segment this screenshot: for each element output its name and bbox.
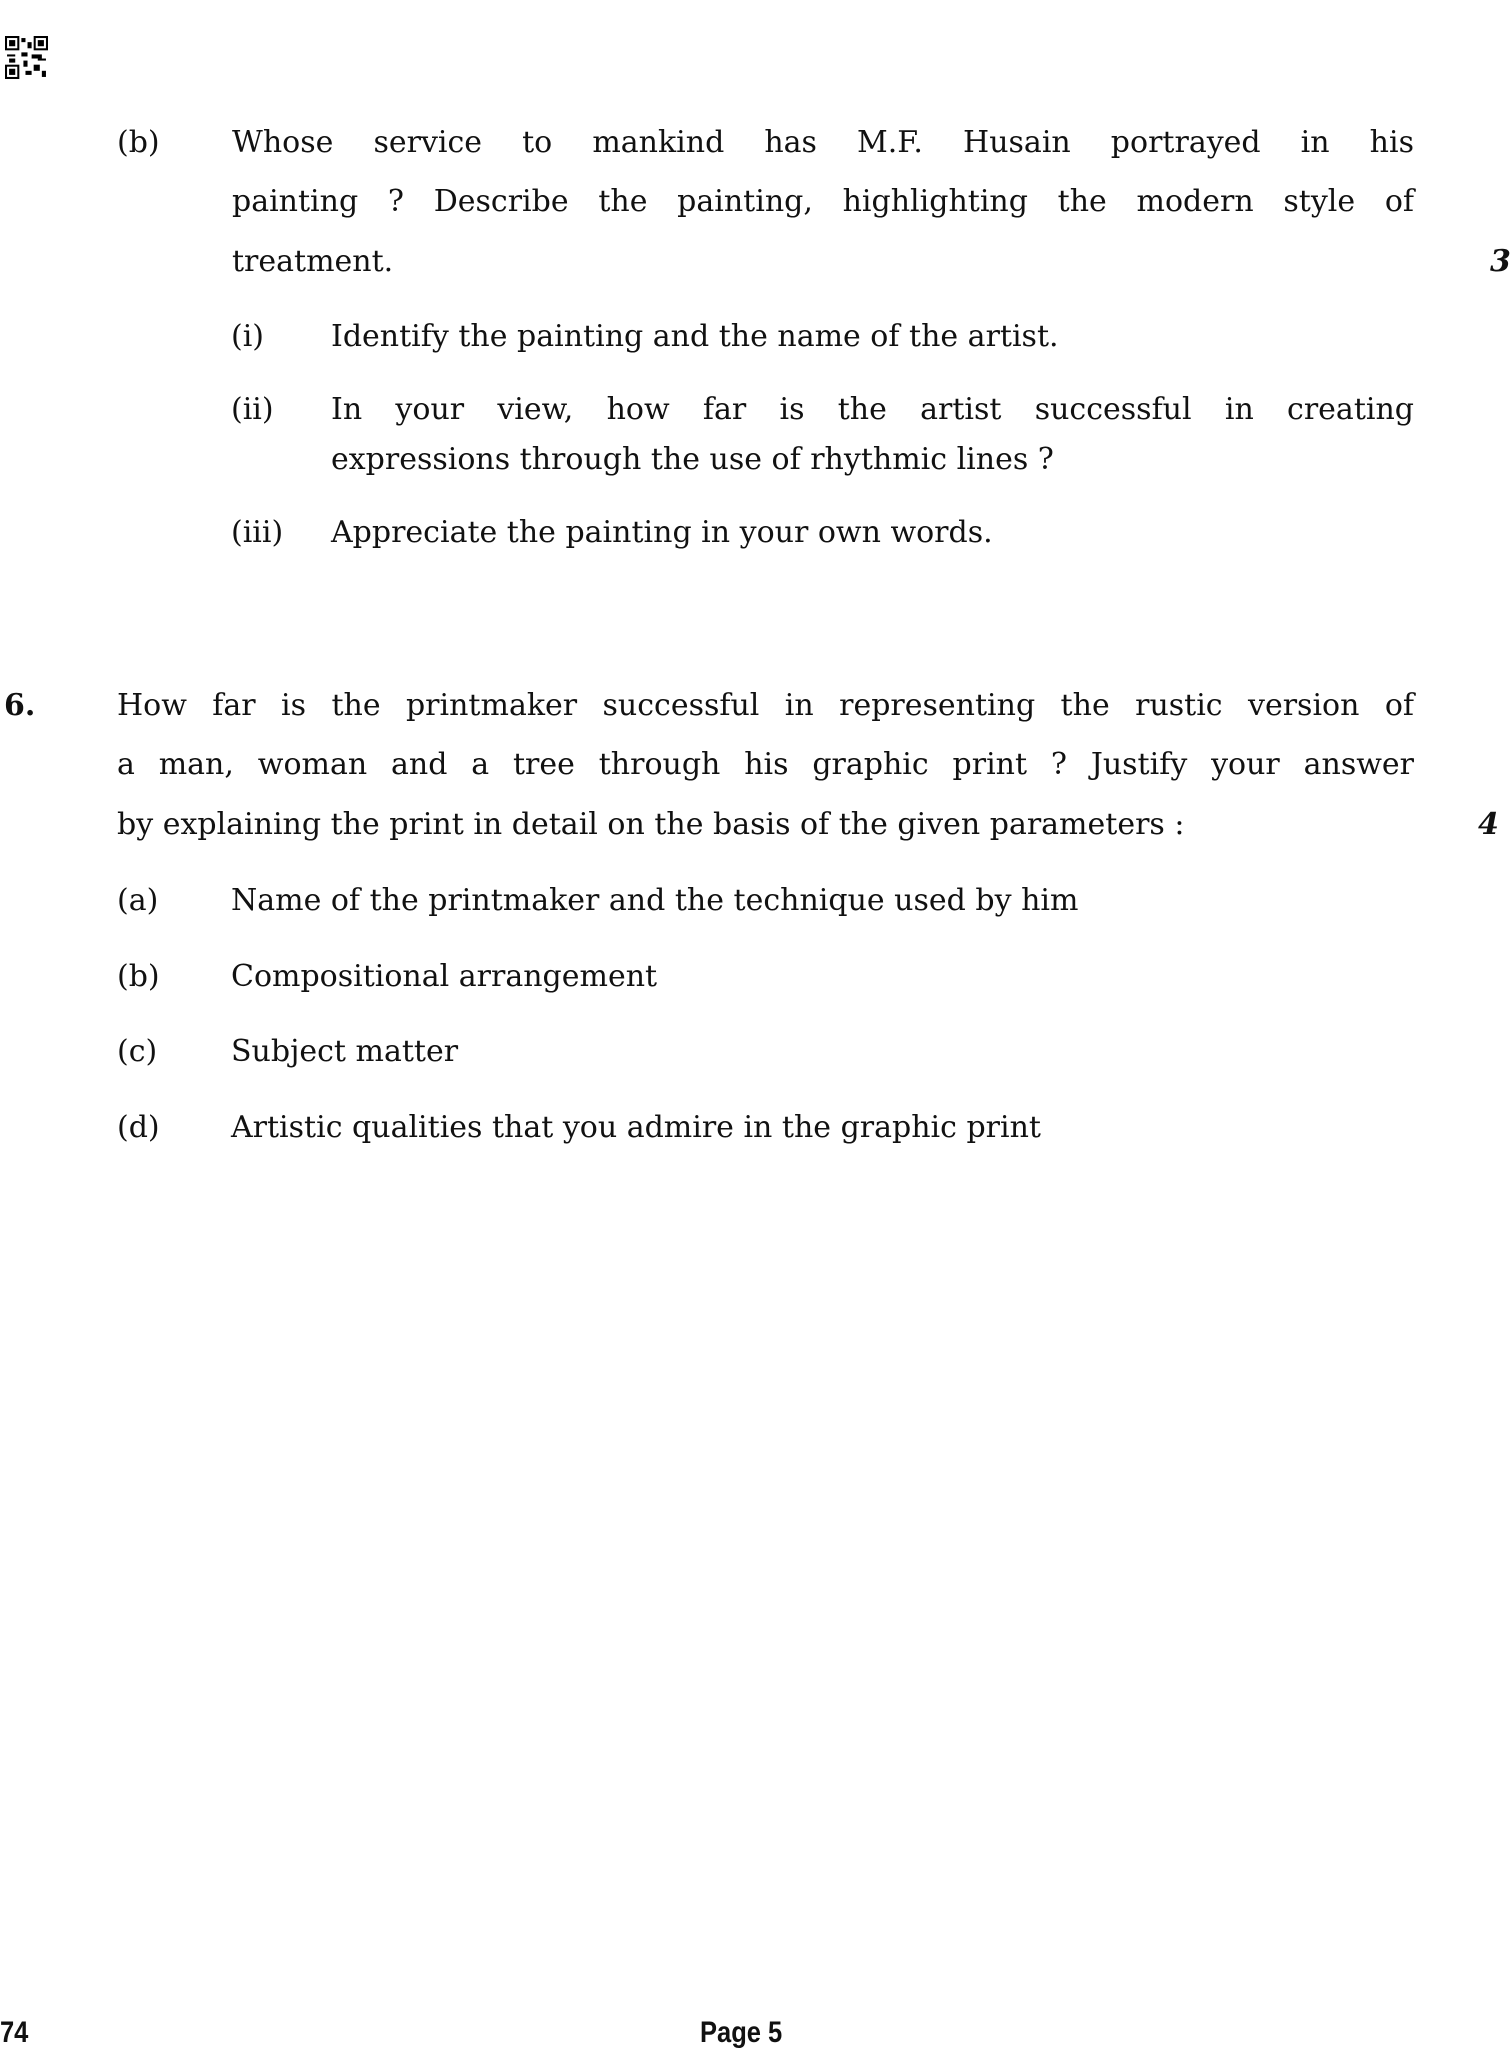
- q5b-text-line: treatment.: [232, 244, 394, 279]
- q6-subpart-text: Subject matter: [231, 1034, 459, 1069]
- q5b-text-line: painting ? Describe the painting, highlighting the modern style of: [232, 184, 1414, 219]
- q5b-text-line: Whose service to mankind has M.F. Husain portrayed in his: [232, 125, 1414, 160]
- q5b-subpart-text: expressions through the use of rhythmic lines ?: [331, 442, 1054, 477]
- qr-code-icon: [5, 36, 48, 79]
- q5b-subpart-label: (iii): [231, 515, 284, 550]
- q6-subpart-text: Artistic qualities that you admire in the graphic print: [231, 1110, 1041, 1145]
- q6-subpart-label: (d): [117, 1110, 160, 1145]
- page-number: Page 5: [700, 2016, 783, 2049]
- q6-subpart-label: (c): [117, 1034, 158, 1069]
- q6-subpart-text: Compositional arrangement: [231, 959, 658, 994]
- q6-subpart-label: (a): [117, 883, 159, 918]
- q6-text-line: by explaining the print in detail on the basis of the given parameters :: [117, 807, 1185, 842]
- q6-marks: 4: [1478, 807, 1499, 842]
- q6-number: 6.: [4, 688, 36, 723]
- q5b-subpart-label: (ii): [231, 392, 274, 427]
- q6-subpart-label: (b): [117, 959, 160, 994]
- q5b-subpart-label: (i): [231, 319, 265, 354]
- q6-text-line: How far is the printmaker successful in representing the rustic version of: [117, 688, 1414, 723]
- q6-subpart-text: Name of the printmaker and the technique used by him: [231, 883, 1079, 918]
- q5b-label: (b): [117, 125, 160, 160]
- paper-code: 74: [0, 2016, 29, 2049]
- q5b-subpart-text: Identify the painting and the name of the artist.: [331, 319, 1059, 354]
- q6-text-line: a man, woman and a tree through his graphic print ? Justify your answer: [117, 747, 1414, 782]
- q5b-subpart-text: In your view, how far is the artist successful in creating: [331, 392, 1414, 427]
- q5b-marks: 3: [1490, 244, 1511, 279]
- q5b-subpart-text: Appreciate the painting in your own words.: [331, 515, 993, 550]
